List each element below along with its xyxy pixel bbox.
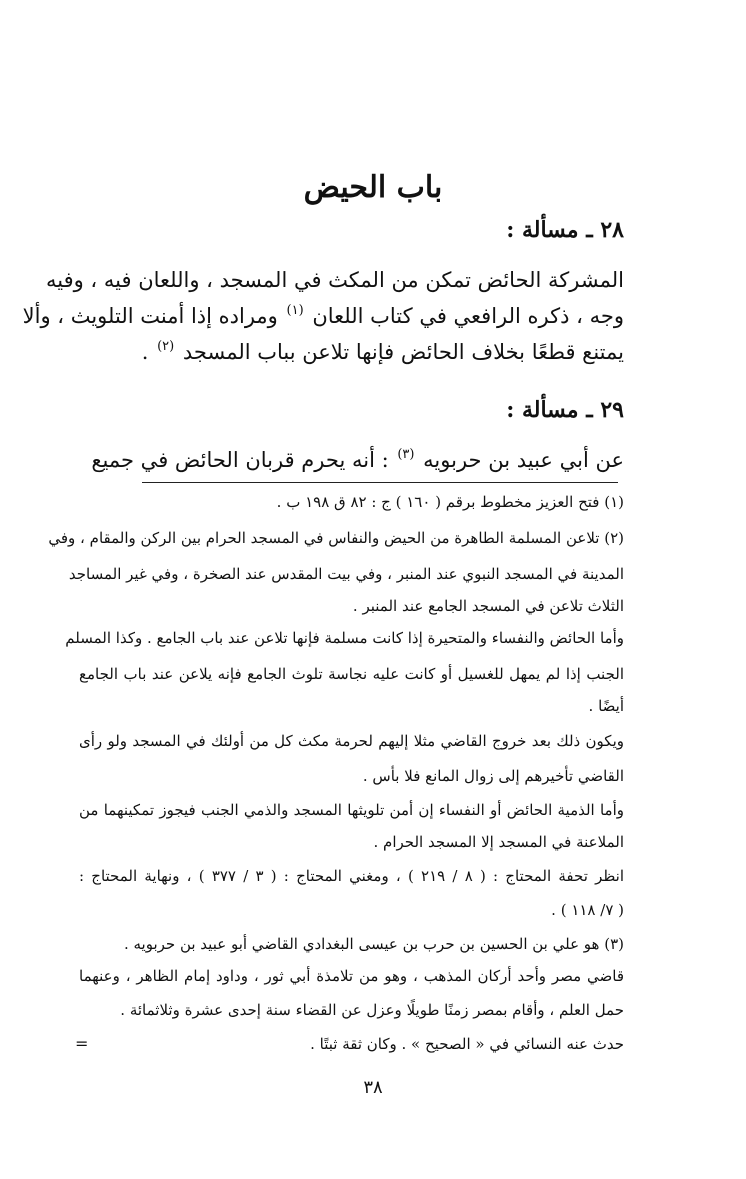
footnote-line: وأما الحائض والنفساء والمتحيرة إذا كانت مسلمة فإنها تلاعن عند باب الجامع . وكذا المسلم <box>65 629 624 647</box>
masala-28-line-3-b: . <box>141 340 149 364</box>
footnote-line: الجنب إذا لم يمهل للغسيل أو كانت عليه نجاسة تلوث الجامع فإنه يلاعن عند باب الجامع <box>79 665 624 683</box>
masala-28-line-2 <box>22 298 624 334</box>
footnote-line: (١) فتح العزيز مخطوط برقم ( ١٦٠ ) ج : ٨٢ ق ١٩٨ ب . <box>276 493 624 511</box>
footnote-line: أيضًا . <box>588 697 624 715</box>
continuation-mark: = <box>75 1034 89 1053</box>
masala-28-heading: ٢٨ ـ مسألة : <box>506 217 624 243</box>
page-number: ٣٨ <box>363 1077 383 1098</box>
footnote-line: (٢) تلاعن المسلمة الطاهرة من الحيض والنفاس في المسجد الحرام بين الركن والمقام ، وفي <box>48 529 624 547</box>
footnote-line: المدينة في المسجد النبوي عند المنبر ، وفي بيت المقدس عند الصخرة ، وفي غير المساجد <box>68 565 624 583</box>
footnote-line: ويكون ذلك بعد خروج القاضي مثلا إليهم لحرمة مكث كل من أولئك في المسجد ولو رأى <box>79 732 624 750</box>
footnote-line: القاضي تأخيرهم إلى زوال المانع فلا بأس . <box>362 767 624 785</box>
footnote-line: الثلاث تلاعن في المسجد الجامع عند المنبر . <box>352 597 624 615</box>
footnote-line: الملاعنة في المسجد إلا المسجد الحرام . <box>373 833 624 851</box>
footnote-line: وأما الذمية الحائض أو النفساء إن أمن تلويثها المسجد والذمي الجنب فيجوز تمكينهما من <box>79 801 624 819</box>
masala-29-heading: ٢٩ ـ مسألة : <box>506 397 624 423</box>
footnote-line: (٣) هو علي بن الحسين بن حرب بن عيسى البغدادي القاضي أبو عبيد بن حربويه . <box>123 935 624 953</box>
masala-28-line-1: المشركة الحائض تمكن من المكث في المسجد ، واللعان فيه ، وفيه <box>45 268 624 292</box>
footnote-line: حمل العلم ، وأقام بمصر زمنًا طويلًا وعزل عن القضاء سنة إحدى عشرة وثلاثمائة . <box>120 1001 624 1019</box>
masala-29-line-1-b: : أنه يحرم قربان الحائض في جميع <box>91 448 389 472</box>
chapter-title: باب الحيض <box>303 170 443 205</box>
masala-28-line-3 <box>124 334 624 370</box>
footnote-line: قاضي مصر وأحد أركان المذهب ، وهو من تلامذة أبي ثور ، وداود إمام الظاهر ، وعنهما <box>79 967 624 985</box>
masala-28-line-3-a: يمتنع قطعًا بخلاف الحائض فإنها تلاعن بباب المسجد <box>182 340 624 364</box>
masala-29-line-1-a: عن أبي عبيد بن حربويه <box>423 448 624 472</box>
masala-28-line-2-b: ومراده إذا أمنت التلويث ، وألا <box>22 304 278 328</box>
footnote-ref-3: (٣) <box>397 447 415 462</box>
footnote-ref-1: (١) <box>286 303 304 318</box>
footnote-line: حدث عنه النسائي في « الصحيح » . وكان ثقة ثبتًا . <box>310 1035 624 1053</box>
masala-28-line-2-a: وجه ، ذكره الرافعي في كتاب اللعان <box>312 304 624 328</box>
footnote-line: انظر تحفة المحتاج : ( ٨ / ٢١٩ ) ، ومغني المحتاج : ( ٣ / ٣٧٧ ) ، ونهاية المحتاج : <box>79 867 624 885</box>
footnote-line: ( ٧/ ١١٨ ) . <box>551 901 624 919</box>
footnote-ref-2: (٢) <box>157 339 175 354</box>
masala-29-line-1 <box>91 442 624 478</box>
footnote-separator <box>142 482 618 483</box>
